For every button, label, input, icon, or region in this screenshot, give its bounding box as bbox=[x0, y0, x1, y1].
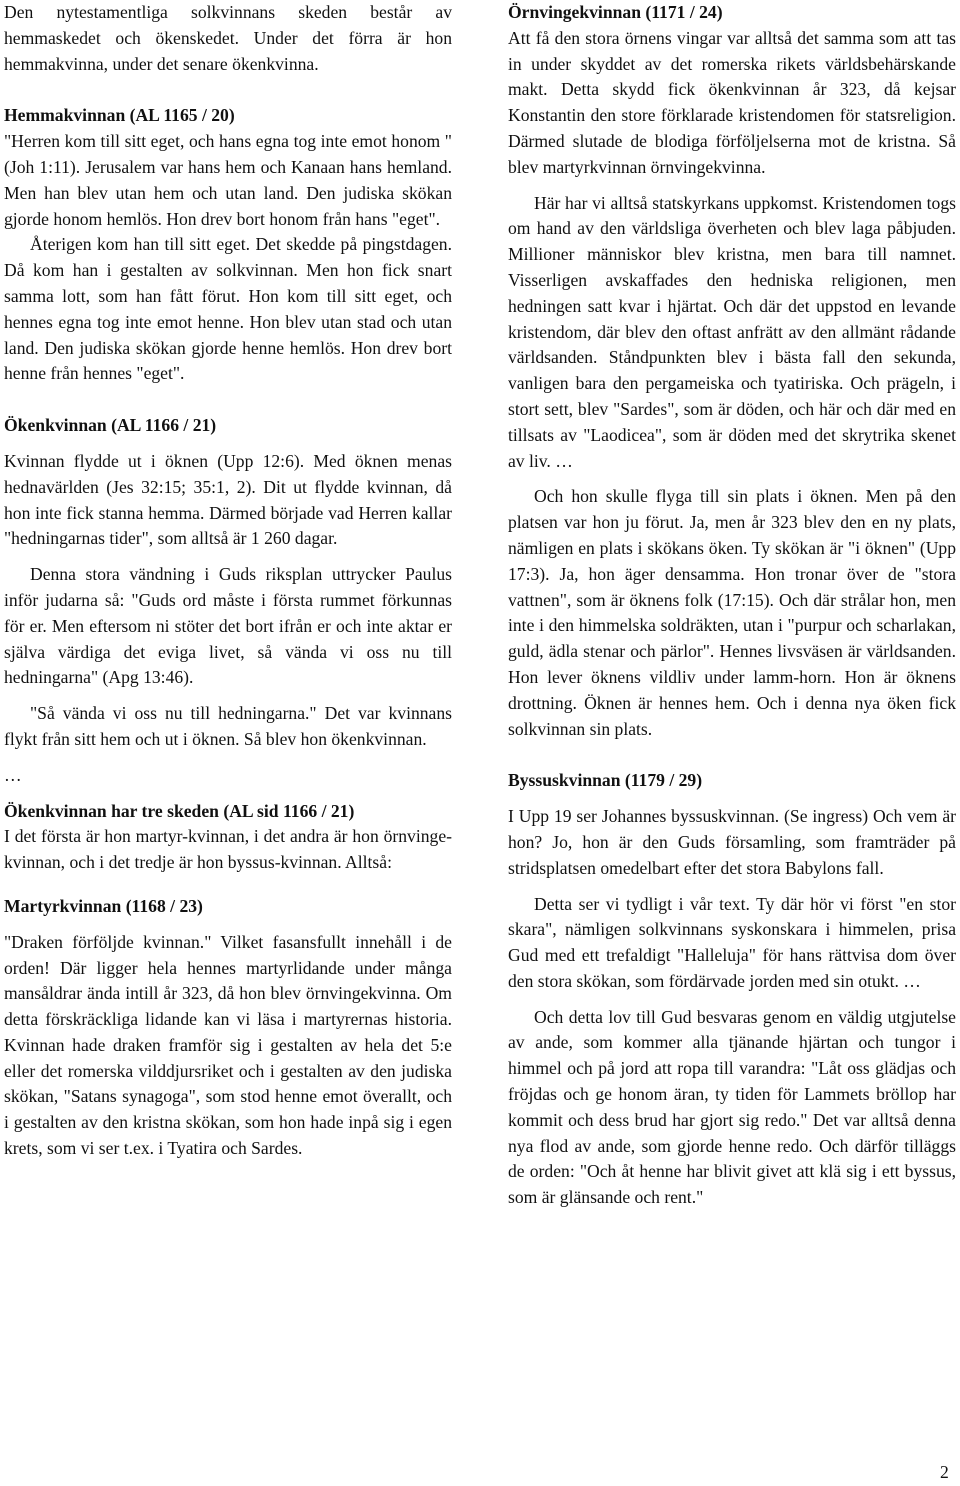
section-heading-tre-skeden: Ökenkvinnan har tre skeden (AL sid 1166 / 21) bbox=[4, 800, 355, 821]
ellipsis: … bbox=[4, 764, 22, 785]
intro-paragraph: Den nytestamentliga solkvinnans skeden består av hemmaskedet och ökenskedet. Under det förra är hon hemmakvinna, under det senare ökenkvinna. bbox=[4, 2, 452, 74]
paragraph: Kvinnan flydde ut i öknen (Upp 12:6). Med öknen menas hednavärlden (Jes 32:15; 35:1, 2). Dit ut flydde kvinnan, då hon inte fick stanna hemma. Därmed började vad Herren kallar "hedningarnas tider", som alltså är 1 260 dagar. bbox=[4, 450, 452, 549]
paragraph: Här har vi alltså statskyrkans uppkomst. Kristendomen togs om hand av den världsliga överheten och blev laga påbjuden. Millioner människor blev kristna, men bara till namnet. Visserligen avskaffades den hedniska religionen, men hedningen satt kvar i hjärtat. Och där det uppstod en levande kristendom, där blev den oftast anfrätt av den allmänt rådande världsanden. Ståndpunkten blev i bästa fall den sekunda, vanligen bara den pergameiska och tyatiriska. Och prägeln, i stort sett, blev "Sardes", som är döden, och här och där med en tillsats av "Laodicea", som är döden med det skrytrika skenet av liv. … bbox=[508, 192, 956, 471]
section-heading-ornvingekvinnan: Örnvingekvinnan (1171 / 24) bbox=[508, 2, 723, 22]
page-number: 2 bbox=[940, 1462, 949, 1482]
section-heading-hemmakvinnan: Hemmakvinnan (AL 1165 / 20) bbox=[4, 105, 235, 126]
paragraph: Denna stora vändning i Guds riksplan uttrycker Paulus inför judarna så: "Guds ord måste i första rummet förkunnas för er. Men eftersom ni stöter det bort ifrån er och inte aktar er själva värdiga det eviga livet, så vända vi oss nu till hedningarna" (Apg 13:46). bbox=[4, 564, 452, 688]
paragraph: "Draken förföljde kvinnan." Vilket fasansfullt innehåll i de orden! Där ligger hela hennes martyrlidande under många mansåldrar ända intill år 323, då hon blev örnvingekvinna. Om detta förskräckliga lidande kan vi läsa i martyrernas historia. Kvinnan hade draken framför sig i gestalten av hela det 5:e eller det romerska vilddjursriket och i gestalten av den judiska skökan, "Satans synagoga", som stod henne emot överallt, och i gestalten av den kristna skökan, som hon hade inpå sig i egen krets, som vi ser t.ex. i Tyatira och Sardes. bbox=[4, 931, 452, 1159]
section-heading-martyrkvinnan: Martyrkvinnan (1168 / 23) bbox=[4, 895, 203, 916]
section-heading-okenkvinnan: Ökenkvinnan (AL 1166 / 21) bbox=[4, 415, 217, 436]
left-column bbox=[4, 0, 452, 1162]
paragraph: I Upp 19 ser Johannes byssuskvinnan. (Se ingress) Och vem är hon? Jo, hon är den Guds församling, som framträder på stridsplatsen omedelbart efter det stora Babylons fall. bbox=[508, 806, 956, 878]
paragraph: Och hon skulle flyga till sin plats i öknen. Men på den platsen var hon ju förut. Ja, men år 323 blev den en ny plats, nämligen en plats i skökans öken. Ty skökan är "i öknen" (Upp 17:3). Ja, hon äger densamma. Hon tronar över de "stora vattnen", som är öknens folk (17:15). Och där strålar hon, men inte i den himmelska soldräkten, utan i "purpur och scharlakan, guld, ädla stenar och pärlor". Hennes livsväsen är världsanden. Hon lever öknens vildliv under lamm-horn. Hon är öknens drottning. Öknen är hennes hem. Och i denna nya öken fick solkvinnan sin plats. bbox=[508, 486, 956, 739]
paragraph: "Herren kom till sitt eget, och hans egna tog inte emot honom " (Joh 1:11). Jerusalem var hans hem och Kanaan hans hemland. Men han blev utan hem och utan land. Den judiska skökan gjorde honom hemlös. Hon drev bort honom från hans "eget". bbox=[4, 131, 452, 229]
paragraph: I det första är hon martyr-kvinnan, i det andra är hon örnvinge-kvinnan, och i det tredje är hon byssus-kvinnan. Alltså: bbox=[4, 826, 452, 873]
paragraph: Återigen kom han till sitt eget. Det skedde på pingstdagen. Då kom han i gestalten av solkvinnan. Men hon fick snart samma lott, som han fått förut. Hon kom till sitt eget, och hennes egna tog inte emot henne. Hon blev utan stad och utan land. Den judiska skökan gjorde henne hemlös. Hon drev bort henne från hennes "eget". bbox=[4, 234, 452, 384]
paragraph: Att få den stora örnens vingar var alltså det samma som att tas in under skyddet av det romerska rikets världsbehärskande makt. Detta skydd fick ökenkvinnan år 323, då kejsar Konstantin den store förklarade kristendomen för statsreligion. Därmed slutade de blodiga förföljelserna mot de kristna. Så blev martyrkvinnan örnvingekvinna. bbox=[508, 27, 956, 177]
paragraph: Detta ser vi tydligt i vår text. Ty där hör vi först "en stor skara", nämligen solkvinnans syskonskara i himmelen, prisa Gud med ett trefaldigt "Halleluja" för hans rättvisa dom över den stora skökan, som fördärvade jorden med sin otukt. … bbox=[508, 893, 956, 991]
section-heading-byssuskvinnan: Byssuskvinnan (1179 / 29) bbox=[508, 770, 703, 791]
paragraph: Och detta lov till Gud besvaras genom en väldig utgjutelse av ande, som kommer alla tjänande hjärtan och tungor i himmel och på jord att ropa till varandra: "Låt oss glädjas och fröjdas och ge honom äran, ty tiden för Lammets bröllop har kommit och dess brud har gjort sig redo." Det var alltså denna nya flod av ande, som gjorde henne redo. Och därför tilläggs de orden: "Och åt henne har blivit givet att klä sig i ett byssus, som är glänsande och rent." bbox=[508, 1006, 956, 1208]
right-column bbox=[508, 0, 956, 1211]
paragraph: "Så vända vi oss nu till hedningarna." Det var kvinnans flykt från sitt hem och ut i öknen. Så blev hon ökenkvinnan. bbox=[4, 703, 452, 749]
